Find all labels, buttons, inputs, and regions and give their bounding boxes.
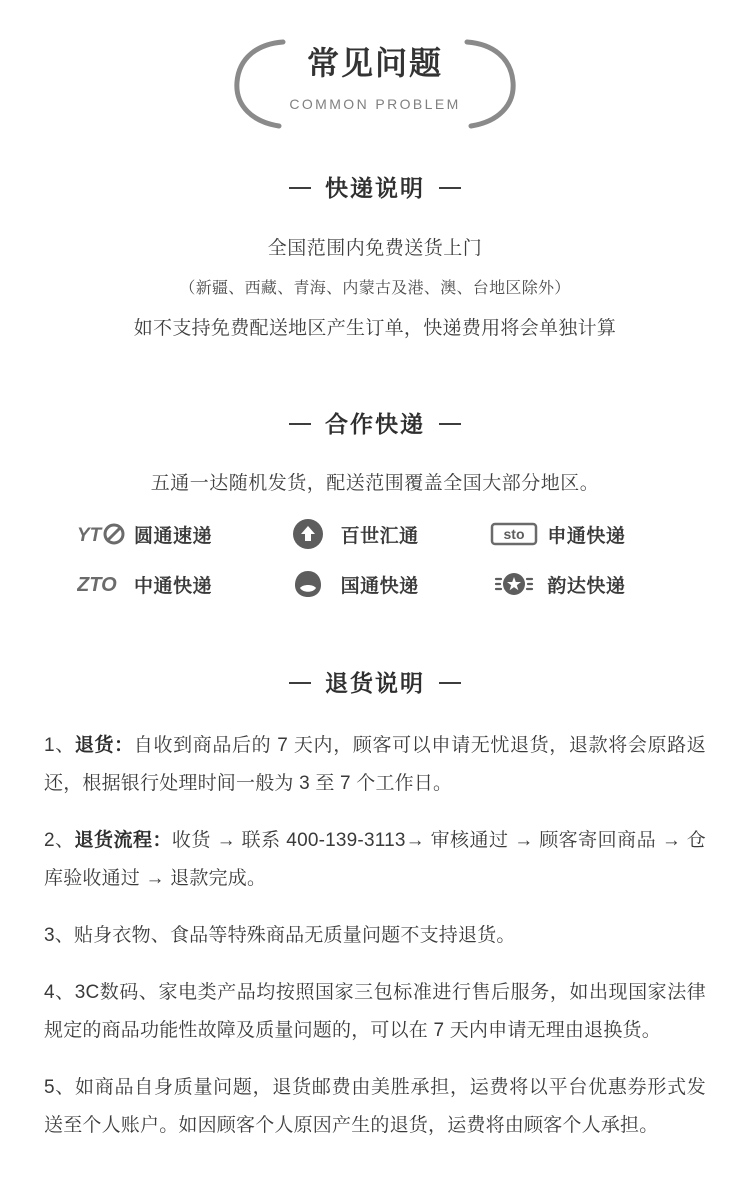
return-item-text: 自收到商品后的 7 天内，顾客可以申请无忧退货，退款将会原路返还，根据银行处理时间一般为 3 至 7 个工作日。: [44, 735, 706, 794]
courier-name: 中通快递: [134, 575, 213, 597]
page-subtitle: COMMON PROBLEM: [289, 96, 461, 112]
courier-name: 百世汇通: [340, 525, 419, 547]
express-text-block: [0, 232, 750, 346]
list-item: [44, 822, 706, 898]
return-item-text: 贴身衣物、食品等特殊商品无质量问题不支持退货。: [73, 925, 516, 946]
courier-logo-grid: [65, 517, 685, 601]
partner-section: [0, 408, 750, 601]
return-item-text: 如商品自身质量问题，退货邮费由美胜承担，运费将以平台优惠券形式发送至个人账户。如因顾客个人原因产生的退货，运费将由顾客个人承担。: [44, 1077, 707, 1136]
sto-logo-icon: [490, 517, 538, 551]
partner-section-heading: [0, 408, 750, 440]
express-line-1: 全国范围内免费送货上门: [267, 238, 483, 259]
courier-item-gto: [272, 567, 479, 601]
list-item: [44, 1069, 706, 1145]
return-item-label: 退货：: [74, 735, 134, 756]
page-header: [0, 0, 750, 116]
bracket-right-icon: [461, 36, 523, 132]
heading-dash-left-icon: [289, 682, 311, 684]
courier-name: 国通快递: [340, 575, 419, 597]
return-item-index: 3、: [44, 925, 74, 946]
courier-name: 申通快递: [547, 525, 626, 547]
svg-text:ZTO: ZTO: [77, 574, 117, 596]
huitong-logo-icon: [284, 517, 332, 551]
list-item: [44, 917, 706, 955]
return-item-label: 退货流程：: [74, 830, 172, 851]
express-line-3: 如不支持免费配送地区产生订单，快递费用将会单独计算: [133, 318, 617, 339]
return-item-index: 1、: [44, 735, 75, 756]
partner-heading-text: 合作快递: [325, 411, 425, 437]
return-section-heading: [0, 667, 750, 699]
courier-item-yto: [65, 517, 272, 551]
express-line-2: （新疆、西藏、青海、内蒙古及港、澳、台地区除外）: [179, 280, 571, 297]
yto-logo-icon: [77, 517, 125, 551]
express-section: [0, 172, 750, 346]
page-bottom-spacer: [0, 1147, 750, 1193]
heading-dash-right-icon: [439, 423, 461, 425]
gto-logo-icon: [284, 567, 332, 601]
courier-name: 韵达快递: [547, 575, 626, 597]
return-policy-list: [44, 727, 706, 1145]
return-item-text: 收货 → 联系 400-139-3113→ 审核通过 → 顾客寄回商品 → 仓库验收通过 → 退款完成。: [44, 830, 706, 889]
express-heading-text: 快递说明: [325, 175, 425, 201]
courier-item-yunda: [478, 567, 685, 601]
list-item: [44, 974, 706, 1050]
heading-dash-right-icon: [439, 187, 461, 189]
svg-text:YT: YT: [77, 525, 102, 546]
express-section-heading: [0, 172, 750, 204]
return-section: [0, 667, 750, 1145]
zto-logo-icon: [77, 567, 125, 601]
partner-description: 五通一达随机发货，配送范围覆盖全国大部分地区。: [150, 473, 600, 494]
heading-dash-left-icon: [289, 423, 311, 425]
courier-item-zto: [65, 567, 272, 601]
return-item-index: 5、: [44, 1077, 76, 1098]
bracket-left-icon: [227, 36, 289, 132]
courier-name: 圆通速递: [134, 525, 213, 547]
return-item-text: 3C数码、家电类产品均按照国家三包标准进行售后服务，如出现国家法律规定的商品功能性故障及质量问题的，可以在 7 天内申请无理由退换货。: [44, 982, 706, 1041]
svg-text:sto: sto: [503, 526, 525, 542]
return-item-index: 2、: [44, 830, 75, 851]
heading-dash-left-icon: [289, 187, 311, 189]
return-item-index: 4、: [44, 982, 75, 1003]
heading-dash-right-icon: [439, 682, 461, 684]
courier-item-sto: [478, 517, 685, 551]
yunda-logo-icon: [490, 567, 538, 601]
list-item: [44, 727, 706, 803]
page-title: 常见问题: [306, 45, 443, 81]
return-heading-text: 退货说明: [325, 670, 425, 696]
page-header-inner: [233, 34, 516, 116]
courier-item-huitong: [272, 517, 479, 551]
